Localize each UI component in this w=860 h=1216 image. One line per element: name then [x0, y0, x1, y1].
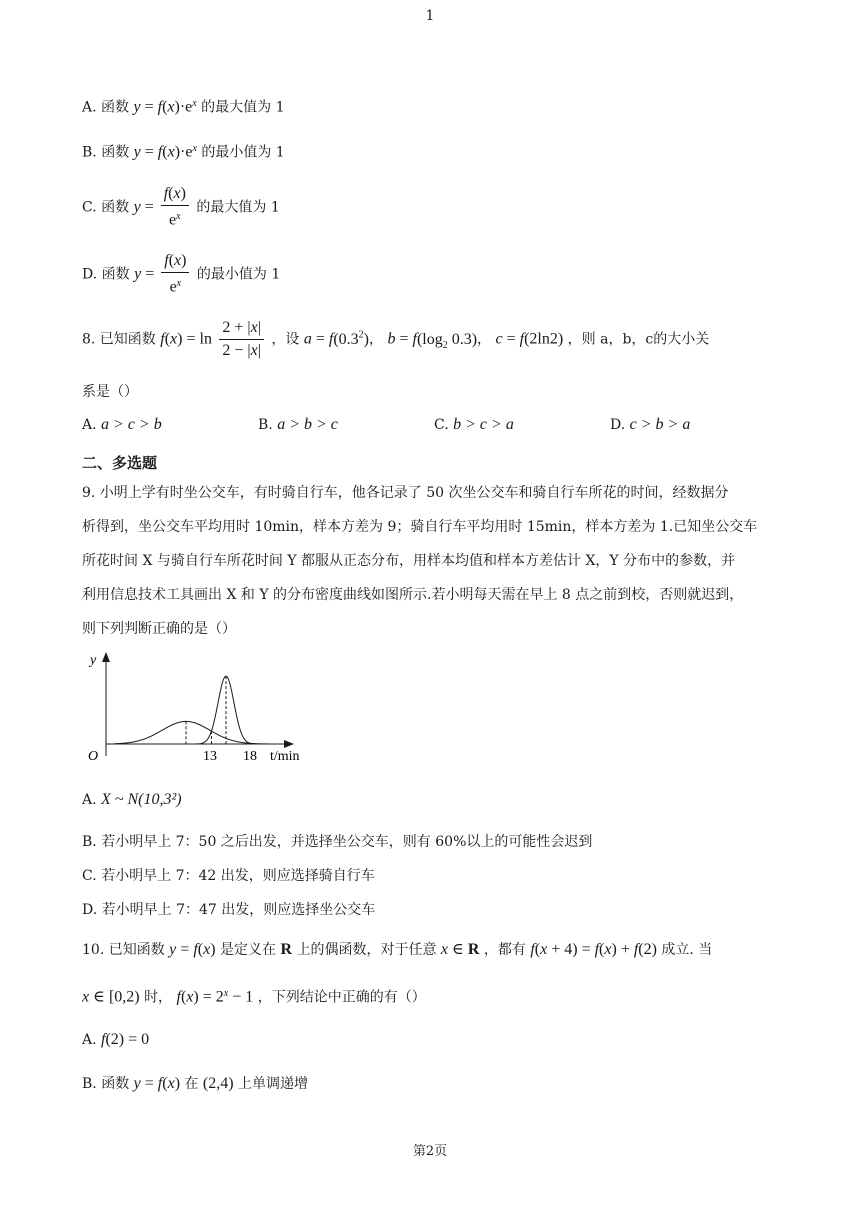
- q8-option-b: B. a > b > c: [258, 416, 338, 433]
- q8-option-c: C. b > c > a: [434, 416, 514, 433]
- q9-line-1: 9. 小明上学有时坐公交车，有时骑自行车，他各记录了 50 次坐公交车和骑自行车所花的时间，经数据分: [82, 485, 729, 501]
- q10-stem-line2: x ∈ [0,2) 时， $f(x) = 2^x - 1$ ，下列结论中正确的有（）: [82, 988, 426, 1006]
- x-axis-label: t/min: [270, 749, 300, 764]
- q9-line-2: 析得到，坐公交车平均用时 10min，样本方差为 9；骑自行车平均用时 15min，样本方差为 1.已知坐公交车: [82, 519, 758, 535]
- page-footer: 第2页: [412, 1144, 448, 1159]
- y-axis-label: y: [90, 653, 97, 668]
- normal-density-figure: [82, 648, 312, 768]
- page-number: 1: [425, 8, 435, 24]
- tick-label-13: 13: [203, 749, 217, 764]
- q7-option-b: B. 函数 $y = f(x)\cdot e^x$ 的最小值为 1: [82, 143, 285, 161]
- q9-option-d: D. 若小明早上 7：47 出发，则应选择坐公交车: [82, 902, 376, 918]
- q7-option-a: A. 函数 $y = f(x)\cdot e^x$ 的最大值为 1: [82, 98, 285, 116]
- tick-label-18: 18: [243, 749, 257, 764]
- curve-x: [114, 721, 273, 744]
- q8-option-a: A. a > c > b: [82, 416, 162, 433]
- y-axis-arrow: [102, 652, 110, 662]
- q7-option-c: C. 函数 y = $\frac{f(x)}{e^x}$ 的最大值为 1: [82, 185, 280, 229]
- q9-option-b: B. 若小明早上 7：50 之后出发，并选择坐公交车，则有 60%以上的可能性会迟到: [82, 834, 593, 850]
- q9-line-5: 则下列判断正确的是（）: [82, 621, 236, 637]
- q7-option-d: D. 函数 y = $\frac{f(x)}{e^x}$ 的最小值为 1: [82, 252, 281, 296]
- x-axis-arrow: [284, 740, 294, 748]
- section-title: 二、多选题: [82, 454, 158, 472]
- q8-option-d: D. c > b > a: [610, 416, 691, 433]
- origin-label: O: [88, 749, 99, 764]
- q8-stem: 8. 已知函数 f(x) = ln $\frac{2 + |x|}{2 - |x|}$ ，设 $a = f(0.3^2)$， $b = f(\log_2$ 0.3)， c = f(2ln2) ，则 a，b，c的大小关: [82, 319, 710, 359]
- q10-stem-line1: 10. 已知函数 y = f(x) 是定义在 R 上的偶函数，对于任意 x ∈ R ，都有 f(x + 4) = f(x) + f(2) 成立. 当: [82, 941, 713, 958]
- q9-option-c: C. 若小明早上 7：42 出发，则应选择骑自行车: [82, 868, 375, 884]
- q10-option-a: A. f(2) = 0: [82, 1031, 150, 1048]
- q8-stem-line2: 系是（）: [82, 384, 138, 400]
- q9-line-3: 所花时间 X 与骑自行车所花时间 Y 都服从正态分布，用样本均值和样本方差估计 X，Y 分布中的参数，并: [82, 553, 736, 569]
- q9-line-4: 利用信息技术工具画出 X 和 Y 的分布密度曲线如图所示.若小明每天需在早上 8 点之前到校，否则就迟到，: [82, 587, 744, 603]
- curve-y: [114, 676, 273, 744]
- q10-option-b: B. 函数 y = f(x) 在 (2,4) 上单调递增: [82, 1075, 309, 1092]
- q9-option-a: A. X ~ N(10,3²): [82, 791, 182, 808]
